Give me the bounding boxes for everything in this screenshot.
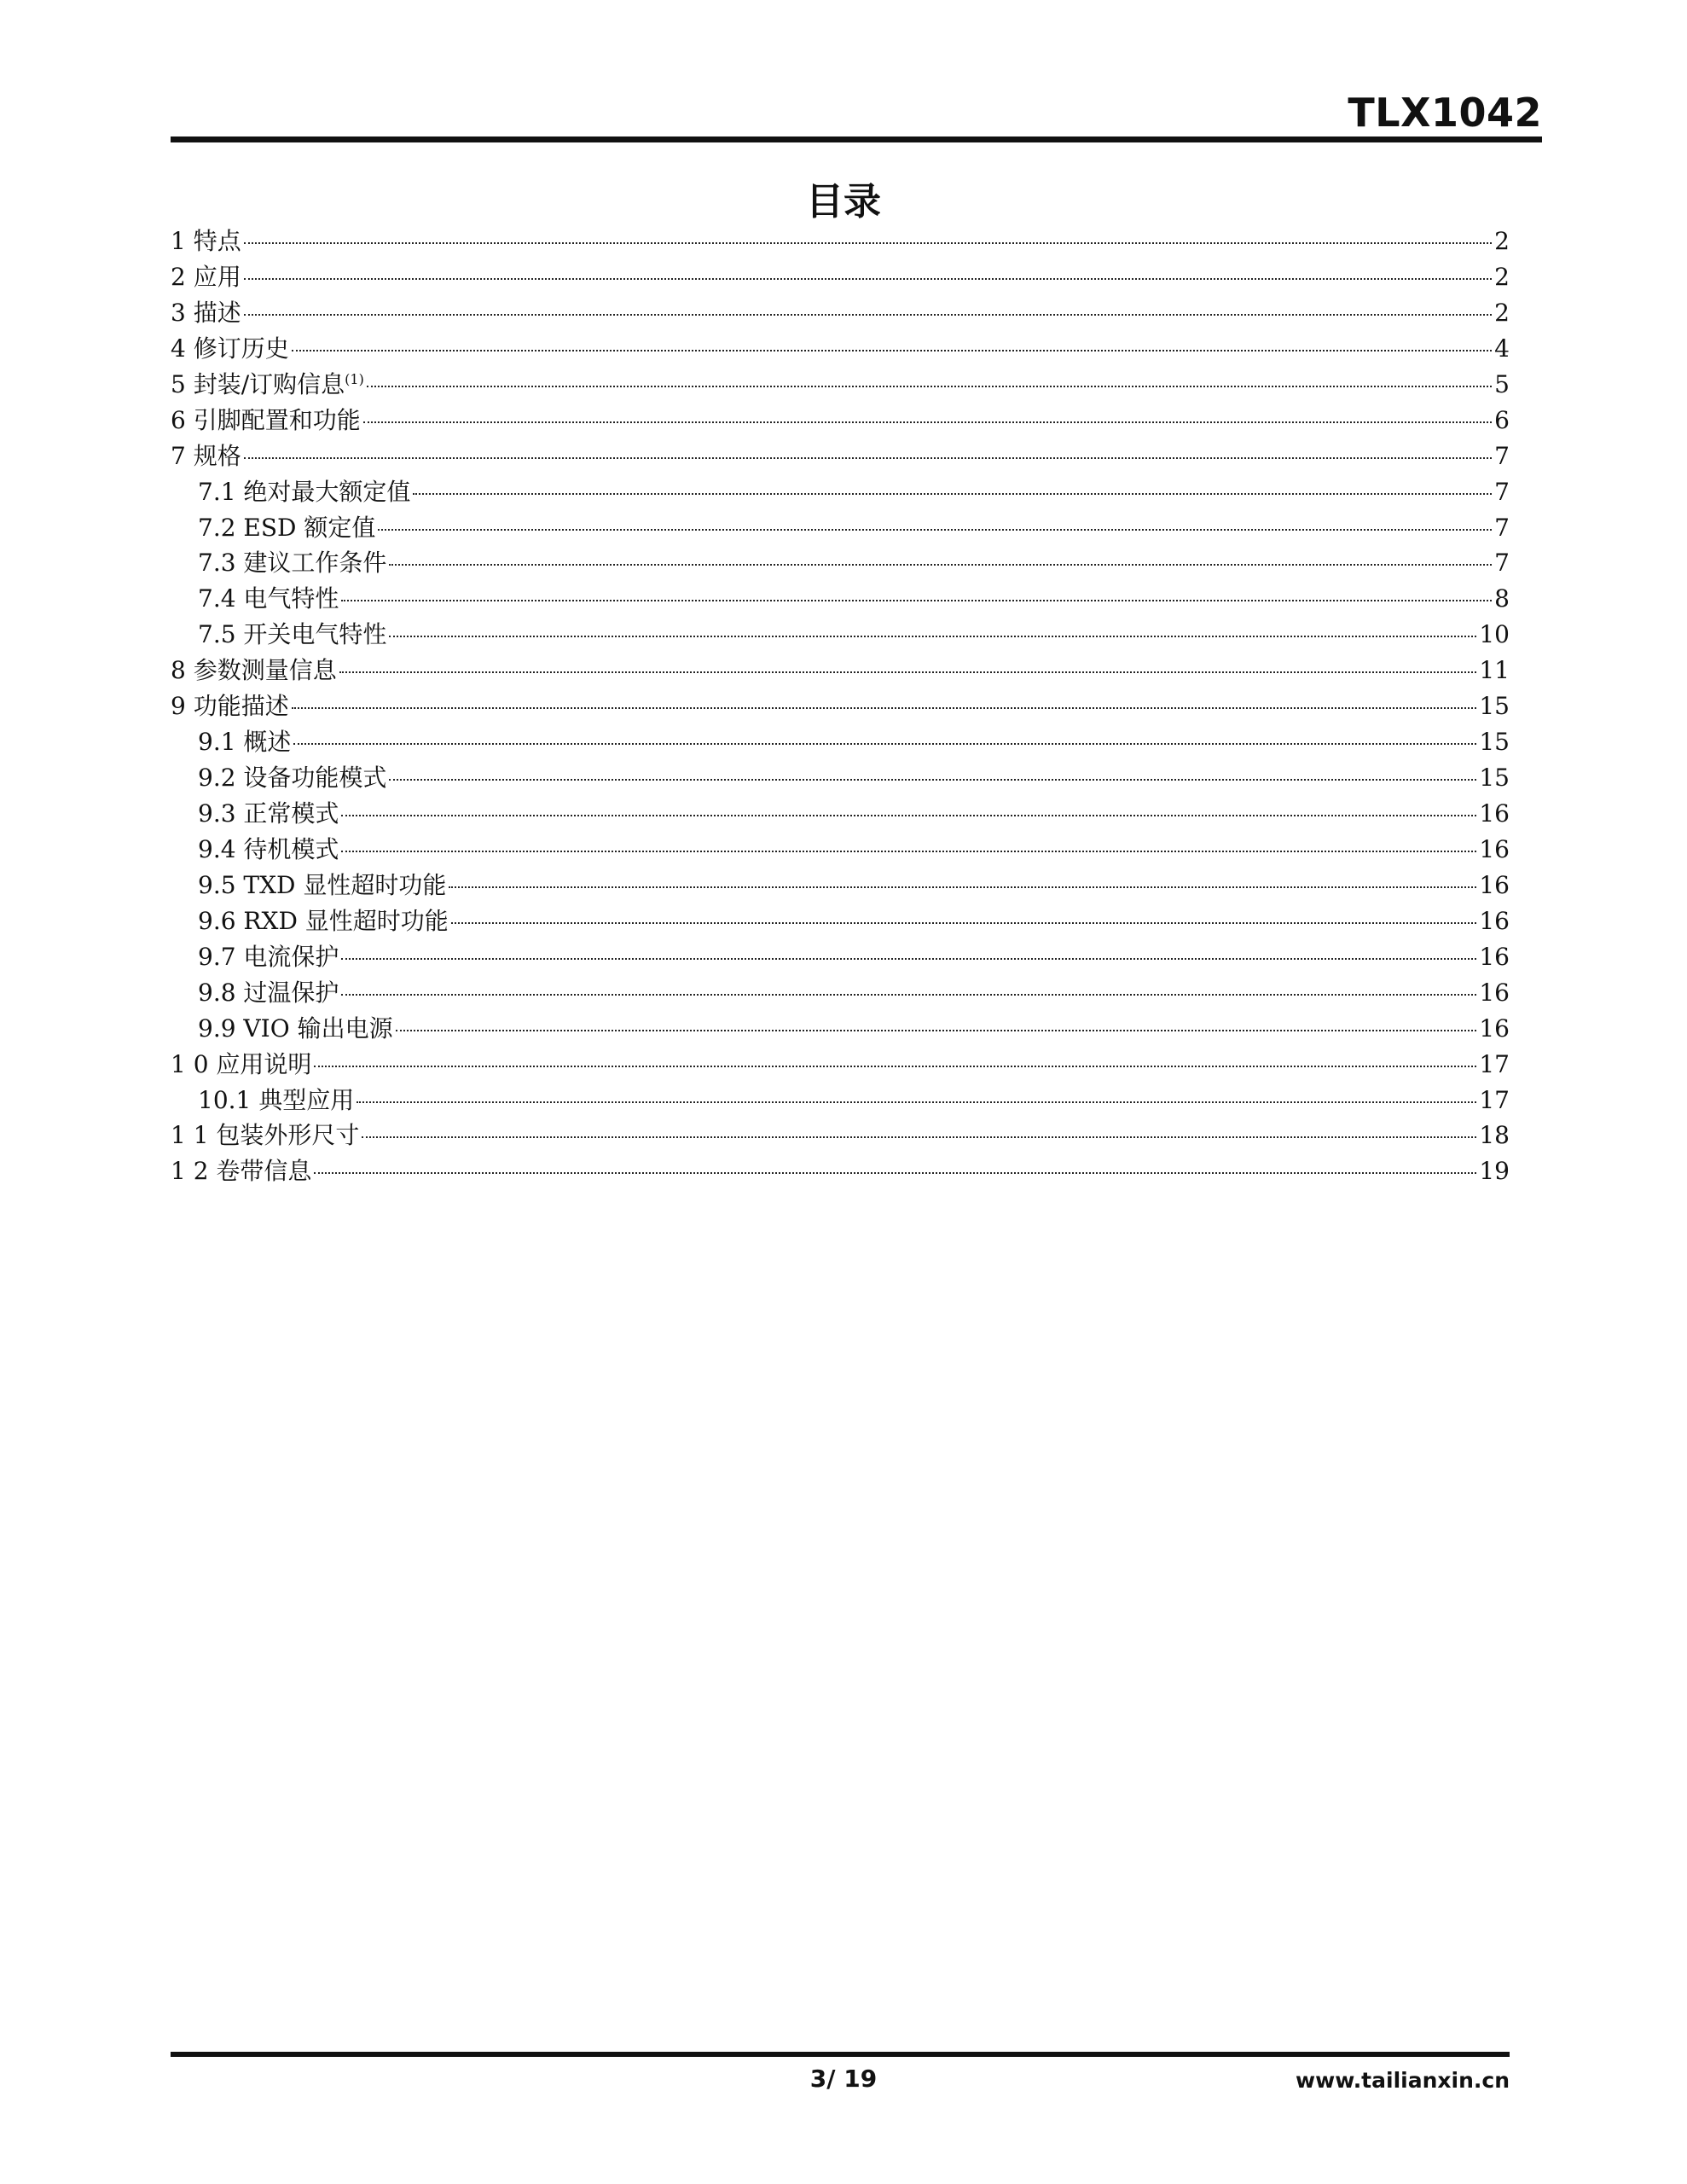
dot-leader xyxy=(357,1101,1476,1103)
dot-leader xyxy=(244,242,1492,244)
dot-leader xyxy=(244,278,1492,280)
toc-entry-label xyxy=(198,832,339,868)
toc-entry-page: 17 xyxy=(1479,1049,1510,1078)
dot-leader xyxy=(451,922,1477,924)
footnote-marker: (1) xyxy=(345,370,364,387)
toc-entry-label-text: 9.7 电流保护 xyxy=(198,942,339,971)
toc-entry-label-text: 2 应用 xyxy=(171,262,241,291)
toc-entry[interactable] xyxy=(171,724,1510,760)
toc-entry-label xyxy=(198,1011,393,1047)
toc-entry-label-text: 9.8 过温保护 xyxy=(198,978,339,1007)
toc-entry[interactable] xyxy=(171,403,1510,439)
toc-entry-page: 7 xyxy=(1494,477,1510,506)
toc-entry-label-text: 9.4 待机模式 xyxy=(198,834,339,863)
toc-entry[interactable] xyxy=(171,295,1510,331)
toc-entry-label xyxy=(198,724,291,760)
toc-entry-label xyxy=(171,1153,311,1189)
toc-entry-label xyxy=(198,868,446,903)
toc-entry-page: 16 xyxy=(1479,906,1510,935)
toc-entry-label xyxy=(198,581,339,617)
toc-entry-label-text: 10.1 典型应用 xyxy=(198,1085,355,1114)
toc-entry-label-text: 8 参数测量信息 xyxy=(171,656,337,685)
toc-entry-page: 16 xyxy=(1479,1014,1510,1043)
footer-divider xyxy=(171,2052,1510,2057)
toc-entry-label xyxy=(198,510,375,546)
toc-entry-label xyxy=(198,975,339,1011)
toc-entry-page: 16 xyxy=(1479,942,1510,971)
dot-leader xyxy=(339,671,1477,673)
toc-entry-label xyxy=(198,903,449,939)
toc-entry-label xyxy=(171,688,289,724)
toc-entry-page: 11 xyxy=(1479,656,1510,685)
toc-entry-label-text: 6 引脚配置和功能 xyxy=(171,405,361,434)
toc-entry-label xyxy=(198,760,386,796)
dot-leader xyxy=(389,779,1476,781)
toc-entry-page: 16 xyxy=(1479,870,1510,899)
toc-entry[interactable] xyxy=(171,1118,1510,1153)
toc-entry-label xyxy=(171,224,241,259)
toc-entry[interactable] xyxy=(171,510,1510,546)
dot-leader xyxy=(378,529,1492,531)
dot-leader xyxy=(292,350,1492,351)
toc-entry[interactable] xyxy=(171,474,1510,510)
toc-entry-label-text: 1 0 应用说明 xyxy=(171,1049,312,1078)
toc-entry-label xyxy=(198,939,339,975)
toc-entry-label xyxy=(171,439,241,474)
toc-entry-page: 16 xyxy=(1479,799,1510,828)
dot-leader xyxy=(244,457,1492,459)
toc-entry[interactable] xyxy=(171,796,1510,832)
toc-entry[interactable] xyxy=(171,617,1510,653)
toc-entry-label-text: 5 封装/订购信息 xyxy=(171,369,345,398)
toc-entry-label xyxy=(171,367,364,403)
toc-entry-page: 2 xyxy=(1494,227,1510,255)
toc-entry[interactable] xyxy=(171,832,1510,868)
toc-entry-label-text: 9.3 正常模式 xyxy=(198,799,339,828)
toc-entry[interactable] xyxy=(171,760,1510,796)
toc-entry-label-text: 9.1 概述 xyxy=(198,728,292,757)
toc-entry-label-text: 7.4 电气特性 xyxy=(198,584,339,613)
toc-entry-label-text: 7.5 开关电气特性 xyxy=(198,620,387,649)
toc-title: 目录 xyxy=(806,180,881,224)
toc-entry-label xyxy=(198,474,410,510)
dot-leader xyxy=(341,815,1476,816)
toc-entry-label-text: 1 2 卷带信息 xyxy=(171,1157,312,1186)
toc-entry-page: 15 xyxy=(1479,764,1510,793)
dot-leader xyxy=(314,1172,1476,1174)
toc-entry[interactable] xyxy=(171,545,1510,581)
toc-entry[interactable] xyxy=(171,224,1510,259)
toc-entry[interactable] xyxy=(171,1153,1510,1189)
toc-entry-label-text: 4 修订历史 xyxy=(171,334,289,363)
dot-leader xyxy=(363,421,1492,423)
toc-entry-label xyxy=(171,403,361,439)
dot-leader xyxy=(367,386,1492,387)
toc-entry[interactable] xyxy=(171,331,1510,367)
toc-entry-label-text: 9.2 设备功能模式 xyxy=(198,764,387,793)
toc-entry[interactable] xyxy=(171,975,1510,1011)
toc-entry-page: 19 xyxy=(1479,1157,1510,1186)
toc-entry[interactable] xyxy=(171,939,1510,975)
toc-entry-label-text: 7.3 建议工作条件 xyxy=(198,549,387,578)
toc-entry-page: 2 xyxy=(1494,298,1510,327)
toc-entry-label xyxy=(198,796,339,832)
toc-entry[interactable] xyxy=(171,688,1510,724)
dot-leader xyxy=(449,886,1476,888)
toc-entry-page: 18 xyxy=(1479,1121,1510,1150)
toc-entry[interactable] xyxy=(171,903,1510,939)
dot-leader xyxy=(389,636,1476,637)
table-of-contents xyxy=(171,224,1510,1189)
dot-leader xyxy=(341,851,1476,852)
toc-entry[interactable] xyxy=(171,439,1510,474)
dot-leader xyxy=(362,1136,1476,1138)
toc-entry-page: 4 xyxy=(1494,334,1510,363)
toc-entry[interactable] xyxy=(171,868,1510,903)
toc-entry-page: 15 xyxy=(1479,728,1510,757)
toc-entry-page: 6 xyxy=(1494,405,1510,434)
dot-leader xyxy=(244,314,1492,316)
toc-entry-label-text: 1 特点 xyxy=(171,227,241,255)
dot-leader xyxy=(292,707,1477,709)
toc-entry-label-text: 7 规格 xyxy=(171,441,241,470)
toc-entry-page: 15 xyxy=(1479,692,1510,721)
toc-entry[interactable] xyxy=(171,259,1510,295)
dot-leader xyxy=(293,743,1476,745)
toc-entry-page: 17 xyxy=(1479,1085,1510,1114)
toc-entry-page: 16 xyxy=(1479,834,1510,863)
toc-entry-page: 10 xyxy=(1479,620,1510,649)
page-number: 3/ 19 xyxy=(809,2065,878,2093)
toc-entry-label xyxy=(171,653,337,688)
toc-entry-page: 16 xyxy=(1479,978,1510,1007)
toc-entry-label xyxy=(198,1083,354,1118)
dot-leader xyxy=(413,493,1492,495)
toc-entry-label xyxy=(171,331,289,367)
toc-entry-label-text: 9.5 TXD 显性超时功能 xyxy=(198,870,447,899)
toc-entry-label-text: 1 1 包装外形尺寸 xyxy=(171,1121,360,1150)
toc-entry[interactable] xyxy=(171,1083,1510,1118)
toc-entry-page: 7 xyxy=(1494,441,1510,470)
toc-entry-label-text: 3 描述 xyxy=(171,298,241,327)
toc-entry-label xyxy=(198,617,386,653)
toc-entry[interactable] xyxy=(171,581,1510,617)
toc-entry-label xyxy=(171,295,241,331)
dot-leader xyxy=(389,564,1492,566)
toc-entry[interactable] xyxy=(171,653,1510,688)
dot-leader xyxy=(314,1066,1476,1067)
dot-leader xyxy=(341,600,1492,601)
toc-entry-label xyxy=(198,545,386,581)
toc-entry-label-text: 9.6 RXD 显性超时功能 xyxy=(198,906,449,935)
toc-entry-page: 2 xyxy=(1494,262,1510,291)
dot-leader xyxy=(341,958,1476,960)
toc-entry-page: 5 xyxy=(1494,369,1510,398)
toc-entry-page: 8 xyxy=(1494,584,1510,613)
toc-entry[interactable] xyxy=(171,367,1510,403)
toc-entry-label-text: 9 功能描述 xyxy=(171,692,289,721)
toc-entry[interactable] xyxy=(171,1011,1510,1047)
toc-entry-label-text: 7.2 ESD 额定值 xyxy=(198,513,376,542)
header-divider xyxy=(171,136,1542,142)
toc-entry-page: 7 xyxy=(1494,549,1510,578)
toc-entry-label-text: 7.1 绝对最大额定值 xyxy=(198,477,411,506)
product-name: TLX1042 xyxy=(1348,90,1542,136)
dot-leader xyxy=(396,1030,1477,1031)
dot-leader xyxy=(341,994,1476,996)
toc-entry[interactable] xyxy=(171,1047,1510,1083)
website-link[interactable]: www.tailianxin.cn xyxy=(1296,2068,1510,2093)
toc-entry-label xyxy=(171,259,241,295)
toc-entry-page: 7 xyxy=(1494,513,1510,542)
toc-entry-label-text: 9.9 VIO 输出电源 xyxy=(198,1014,393,1043)
toc-entry-label xyxy=(171,1118,359,1153)
toc-entry-label xyxy=(171,1047,311,1083)
